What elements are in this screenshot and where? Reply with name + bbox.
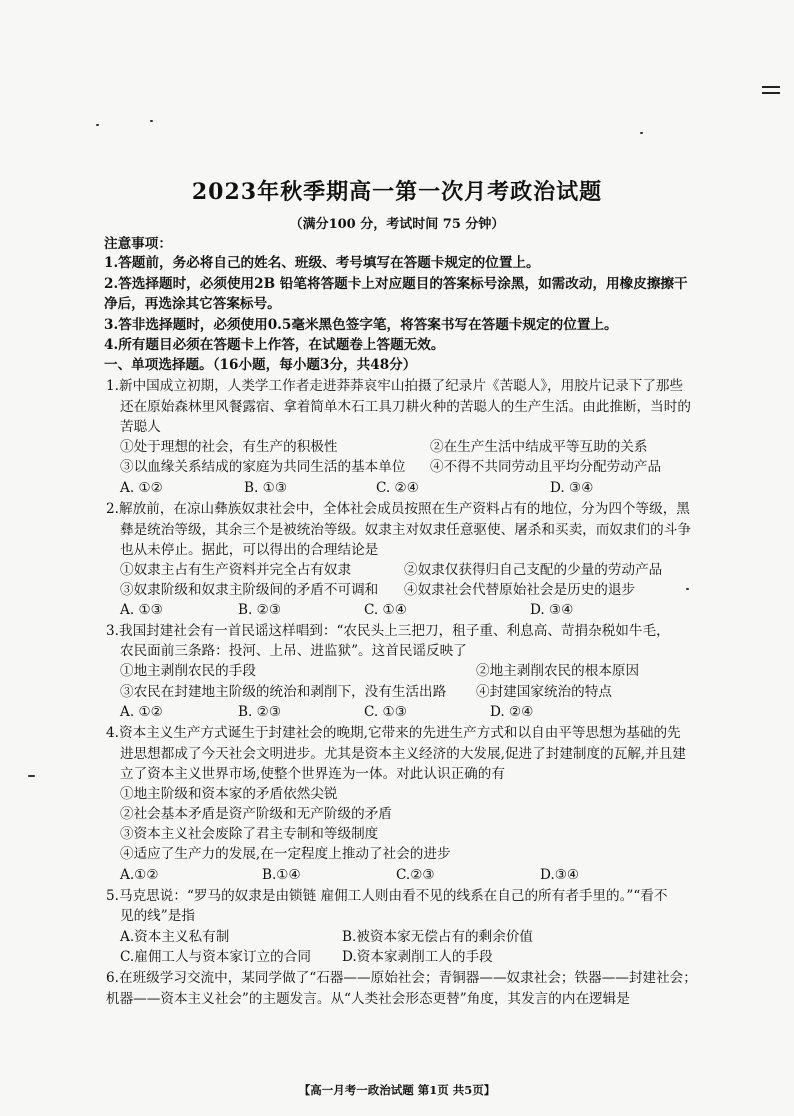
question-line: 6.在班级学习交流中，某同学做了“石器——原始社会；青铜器——奴隶社会；铁器——封建社会； [106,970,697,986]
exam-title: 2023年秋季期高一第一次月考政治试题 [191,179,603,205]
statement: ①地主阶级和资本家的矛盾依然尖锐 [120,786,338,802]
question-line: 5.马克思说：“罗马的奴隶是由锁链 雇佣工人则由看不见的线系在自己的所有者手里的。”“看不 [106,888,668,904]
scan-speck [686,588,689,590]
answer-choice: A. ①③ [120,602,163,618]
statement: C.雇佣工人与资本家订立的合同 [120,949,311,965]
notice-item: 4.所有题目必须在答题卡上作答，在试题卷上答题无效。 [104,337,445,353]
statement: ③资本主义社会废除了君主专制和等级制度 [120,826,379,842]
statement: ④适应了生产力的发展,在一定程度上推动了社会的进步 [120,846,451,862]
statement: ④奴隶社会代替原始社会是历史的退步 [404,582,636,598]
question-line: 苦聪人 [120,419,161,435]
answer-choice: D. ③④ [550,480,594,496]
answer-choice: B. ①③ [244,480,288,496]
statement: ②社会基本矛盾是资产阶级和无产阶级的矛盾 [120,806,392,822]
statement: ①奴隶主占有生产资料并完全占有奴隶 [120,562,352,578]
answer-choice: C.②③ [396,867,435,883]
exam-subtitle: （满分100 分，考试时间 75 分钟） [289,217,505,232]
statement: ②在生产生活中结成平等互助的关系 [430,439,648,455]
statement: ①处于理想的社会，有生产的积极性 [120,439,338,455]
answer-choice: B. ②③ [238,704,282,720]
statement: ②地主剥削农民的根本原因 [476,663,640,679]
question-line: 机器——资本主义社会”的主题发言。从“人类社会形态更替”角度，其发言的内在逻辑是 [106,991,630,1007]
answer-choice: D. ③④ [530,602,574,618]
page-footer: 【高一月考一政治试题 第1页 共5页】 [298,1083,496,1097]
question-line: 也从未停止。据此，可以得出的合理结论是 [120,542,379,558]
statement: ③以血缘关系结成的家庭为共同生活的基本单位 [120,459,406,475]
statement: D.资本家剥削工人的手段 [342,949,493,965]
question-line: 进思想都成了今天社会文明进步。尤其是资本主义经济的大发展,促进了封建制度的瓦解,并且建 [120,746,686,762]
answer-choice: B.①④ [262,867,301,883]
answer-choice: A. ①② [120,704,163,720]
question-line: 2.解放前，在凉山彝族奴隶社会中，全体社会成员按照在生产资料占有的地位，分为四个等级，黑 [106,501,690,517]
answer-choice: C. ②④ [376,480,419,496]
statement: ④封建国家统治的特点 [476,684,612,700]
statement: ④不得不共同劳动且平均分配劳动产品 [430,459,662,475]
section-heading: 一、单项选择题。（16小题，每小题3分，共48分） [104,357,417,373]
scan-mark [762,86,780,88]
answer-choice: A.①② [120,867,159,883]
answer-choice: B. ②③ [238,602,282,618]
notice-item: 2.答选择题时，必须使用2B 铅笔将答题卡上对应题目的答案标号涂黑，如需改动，用橡皮擦擦干 [104,276,688,292]
statement: ②奴隶仅获得归自己支配的少量的劳动产品 [404,562,663,578]
scan-speck [28,775,35,777]
question-line: 见的线”是指 [120,908,195,924]
scan-mark [762,92,780,94]
answer-choice: C. ①③ [364,704,407,720]
answer-choice: A. ①② [120,480,163,496]
question-line: 4.资本主义生产方式诞生于封建社会的晚期,它带来的先进生产方式和以自由平等思想为基础的先 [106,725,681,741]
statement: ③农民在封建地主阶级的统治和剥削下，没有生活出路 [120,684,447,700]
scan-speck [96,124,99,126]
notice-heading: 注意事项： [104,236,172,252]
question-line: 立了资本主义世界市场,使整个世界连为一体。对此认识正确的有 [120,766,505,782]
answer-choice: C. ①④ [364,602,407,618]
question-line: 还在原始森林里风餐露宿、拿着简单木石工具刀耕火种的苦聪人的生产生活。由此推断，当时的 [120,399,691,415]
statement: A.资本主义私有制 [120,929,230,945]
answer-choice: D.③④ [540,867,580,883]
notice-item: 1.答题前，务必将自己的姓名、班级、考号填写在答题卡规定的位置上。 [104,255,540,271]
statement: B.被资本家无偿占有的剩余价值 [342,929,534,945]
question-line: 农民面前三条路：投河、上吊、进监狱”。这首民谣反映了 [120,643,467,659]
question-line: 1.新中国成立初期，人类学工作者走进莽莽哀牢山拍摄了纪录片《苦聪人》，用胶片记录下了那些 [106,378,684,394]
scan-speck [150,120,153,122]
question-line: 彝是统治等级，其余三个是被统治等级。奴隶主对奴隶任意驱使、屠杀和买卖，而奴隶们的斗争 [120,522,691,538]
question-line: 3.我国封建社会有一首民谣这样唱到：“农民头上三把刀，租子重、利息高、苛捐杂税如牛毛， [106,623,670,639]
statement: ③奴隶阶级和奴隶主阶级间的矛盾不可调和 [120,582,379,598]
notice-item: 净后，再选涂其它答案标号。 [104,296,281,312]
statement: ①地主剥削农民的手段 [120,663,256,679]
answer-choice: D. ②④ [490,704,534,720]
notice-item: 3.答非选择题时，必须使用0.5毫米黑色签字笔，将答案书写在答题卡规定的位置上。 [104,317,618,333]
scan-speck [640,132,643,134]
